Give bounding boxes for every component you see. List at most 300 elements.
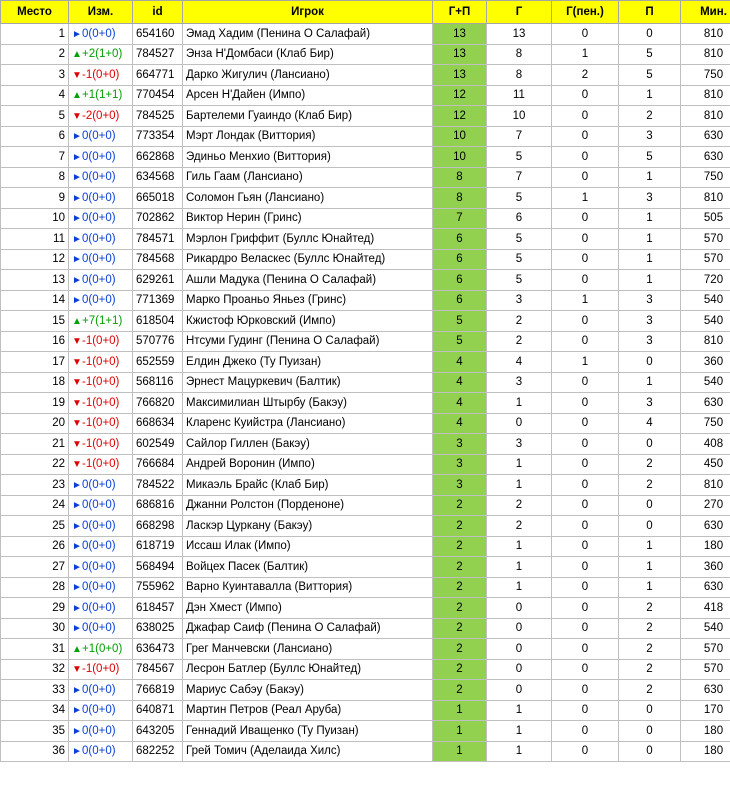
goals-cell[interactable]: 1	[487, 393, 552, 414]
header-change[interactable]: Изм.	[69, 1, 133, 24]
place-cell[interactable]: 22	[1, 454, 69, 475]
change-cell[interactable]	[69, 557, 133, 578]
change-cell[interactable]	[69, 393, 133, 414]
penalty-goals-cell[interactable]: 0	[552, 577, 619, 598]
change-cell[interactable]	[69, 598, 133, 619]
goals-plus-assists-cell[interactable]: 6	[433, 290, 487, 311]
goals-plus-assists-cell[interactable]: 2	[433, 495, 487, 516]
player-cell[interactable]: Кжистоф Юрковский (Импо)	[183, 311, 433, 332]
header-assists[interactable]: П	[619, 1, 681, 24]
player-cell[interactable]: Дарко Жигулич (Лансиано)	[183, 65, 433, 86]
penalty-goals-cell[interactable]: 0	[552, 721, 619, 742]
goals-cell[interactable]: 0	[487, 639, 552, 660]
id-cell[interactable]: 652559	[133, 352, 183, 373]
goals-cell[interactable]: 5	[487, 270, 552, 291]
place-cell[interactable]: 27	[1, 557, 69, 578]
assists-cell[interactable]: 2	[619, 639, 681, 660]
change-cell[interactable]	[69, 290, 133, 311]
player-cell[interactable]: Мариус Сабэу (Бакэу)	[183, 680, 433, 701]
assists-cell[interactable]: 0	[619, 721, 681, 742]
penalty-goals-cell[interactable]: 0	[552, 680, 619, 701]
minutes-cell[interactable]: 408	[681, 434, 730, 455]
minutes-cell[interactable]: 540	[681, 372, 730, 393]
goals-cell[interactable]: 5	[487, 188, 552, 209]
assists-cell[interactable]: 5	[619, 147, 681, 168]
player-cell[interactable]: Кларенс Куийстра (Лансиано)	[183, 413, 433, 434]
goals-plus-assists-cell[interactable]: 7	[433, 208, 487, 229]
player-cell[interactable]: Арсен Н'Дайен (Импо)	[183, 85, 433, 106]
id-cell[interactable]: 618457	[133, 598, 183, 619]
player-cell[interactable]: Микаэль Брайс (Клаб Бир)	[183, 475, 433, 496]
minutes-cell[interactable]: 630	[681, 126, 730, 147]
penalty-goals-cell[interactable]: 0	[552, 229, 619, 250]
id-cell[interactable]: 638025	[133, 618, 183, 639]
change-cell[interactable]	[69, 331, 133, 352]
player-cell[interactable]: Ашли Мадука (Пенина О Салафай)	[183, 270, 433, 291]
penalty-goals-cell[interactable]: 0	[552, 557, 619, 578]
assists-cell[interactable]: 3	[619, 331, 681, 352]
id-cell[interactable]: 665018	[133, 188, 183, 209]
goals-plus-assists-cell[interactable]: 2	[433, 516, 487, 537]
penalty-goals-cell[interactable]: 0	[552, 639, 619, 660]
goals-cell[interactable]: 1	[487, 475, 552, 496]
goals-cell[interactable]: 8	[487, 65, 552, 86]
player-cell[interactable]: Мэрт Лондак (Виттория)	[183, 126, 433, 147]
goals-cell[interactable]: 2	[487, 495, 552, 516]
id-cell[interactable]: 784522	[133, 475, 183, 496]
change-cell[interactable]	[69, 24, 133, 45]
assists-cell[interactable]: 1	[619, 208, 681, 229]
penalty-goals-cell[interactable]: 1	[552, 188, 619, 209]
id-cell[interactable]: 784567	[133, 659, 183, 680]
id-cell[interactable]: 702862	[133, 208, 183, 229]
id-cell[interactable]: 618719	[133, 536, 183, 557]
goals-cell[interactable]: 1	[487, 536, 552, 557]
goals-plus-assists-cell[interactable]: 13	[433, 24, 487, 45]
place-cell[interactable]: 13	[1, 270, 69, 291]
place-cell[interactable]: 4	[1, 85, 69, 106]
id-cell[interactable]: 568494	[133, 557, 183, 578]
id-cell[interactable]: 682252	[133, 741, 183, 762]
change-cell[interactable]	[69, 44, 133, 65]
id-cell[interactable]: 662868	[133, 147, 183, 168]
header-id[interactable]: id	[133, 1, 183, 24]
id-cell[interactable]: 668634	[133, 413, 183, 434]
id-cell[interactable]: 686816	[133, 495, 183, 516]
player-cell[interactable]: Лесрон Батлер (Буллс Юнайтед)	[183, 659, 433, 680]
id-cell[interactable]: 634568	[133, 167, 183, 188]
assists-cell[interactable]: 3	[619, 188, 681, 209]
goals-plus-assists-cell[interactable]: 2	[433, 618, 487, 639]
change-cell[interactable]	[69, 126, 133, 147]
place-cell[interactable]: 29	[1, 598, 69, 619]
player-cell[interactable]: Сайлор Гиллен (Бакэу)	[183, 434, 433, 455]
place-cell[interactable]: 18	[1, 372, 69, 393]
id-cell[interactable]: 766819	[133, 680, 183, 701]
assists-cell[interactable]: 2	[619, 618, 681, 639]
assists-cell[interactable]: 5	[619, 65, 681, 86]
goals-cell[interactable]: 5	[487, 229, 552, 250]
header-goals[interactable]: Г	[487, 1, 552, 24]
place-cell[interactable]: 7	[1, 147, 69, 168]
minutes-cell[interactable]: 418	[681, 598, 730, 619]
goals-plus-assists-cell[interactable]: 1	[433, 741, 487, 762]
id-cell[interactable]: 570776	[133, 331, 183, 352]
penalty-goals-cell[interactable]: 0	[552, 372, 619, 393]
id-cell[interactable]: 755962	[133, 577, 183, 598]
id-cell[interactable]: 636473	[133, 639, 183, 660]
goals-cell[interactable]: 7	[487, 167, 552, 188]
assists-cell[interactable]: 1	[619, 270, 681, 291]
place-cell[interactable]: 36	[1, 741, 69, 762]
place-cell[interactable]: 2	[1, 44, 69, 65]
assists-cell[interactable]: 3	[619, 311, 681, 332]
goals-plus-assists-cell[interactable]: 10	[433, 126, 487, 147]
player-cell[interactable]: Энза Н'Домбаси (Клаб Бир)	[183, 44, 433, 65]
assists-cell[interactable]: 1	[619, 167, 681, 188]
goals-plus-assists-cell[interactable]: 13	[433, 44, 487, 65]
place-cell[interactable]: 14	[1, 290, 69, 311]
change-cell[interactable]	[69, 208, 133, 229]
player-cell[interactable]: Мартин Петров (Реал Аруба)	[183, 700, 433, 721]
penalty-goals-cell[interactable]: 0	[552, 249, 619, 270]
assists-cell[interactable]: 0	[619, 352, 681, 373]
goals-plus-assists-cell[interactable]: 10	[433, 147, 487, 168]
place-cell[interactable]: 1	[1, 24, 69, 45]
minutes-cell[interactable]: 450	[681, 454, 730, 475]
minutes-cell[interactable]: 570	[681, 249, 730, 270]
minutes-cell[interactable]: 570	[681, 639, 730, 660]
goals-cell[interactable]: 2	[487, 311, 552, 332]
id-cell[interactable]: 784527	[133, 44, 183, 65]
assists-cell[interactable]: 0	[619, 24, 681, 45]
goals-cell[interactable]: 8	[487, 44, 552, 65]
player-cell[interactable]: Нтсуми Гудинг (Пенина О Салафай)	[183, 331, 433, 352]
minutes-cell[interactable]: 270	[681, 495, 730, 516]
id-cell[interactable]: 784571	[133, 229, 183, 250]
change-cell[interactable]	[69, 413, 133, 434]
penalty-goals-cell[interactable]: 0	[552, 393, 619, 414]
place-cell[interactable]: 15	[1, 311, 69, 332]
goals-plus-assists-cell[interactable]: 3	[433, 434, 487, 455]
penalty-goals-cell[interactable]: 0	[552, 24, 619, 45]
minutes-cell[interactable]: 360	[681, 352, 730, 373]
goals-cell[interactable]: 6	[487, 208, 552, 229]
goals-plus-assists-cell[interactable]: 4	[433, 393, 487, 414]
header-penalty-goals[interactable]: Г(пен.)	[552, 1, 619, 24]
goals-plus-assists-cell[interactable]: 12	[433, 85, 487, 106]
change-cell[interactable]	[69, 167, 133, 188]
assists-cell[interactable]: 0	[619, 495, 681, 516]
minutes-cell[interactable]: 630	[681, 147, 730, 168]
penalty-goals-cell[interactable]: 0	[552, 126, 619, 147]
goals-plus-assists-cell[interactable]: 2	[433, 557, 487, 578]
goals-plus-assists-cell[interactable]: 2	[433, 536, 487, 557]
assists-cell[interactable]: 1	[619, 372, 681, 393]
change-cell[interactable]	[69, 270, 133, 291]
change-cell[interactable]	[69, 680, 133, 701]
penalty-goals-cell[interactable]: 1	[552, 290, 619, 311]
player-cell[interactable]: Елдин Джеко (Ту Пуизан)	[183, 352, 433, 373]
assists-cell[interactable]: 1	[619, 557, 681, 578]
penalty-goals-cell[interactable]: 0	[552, 208, 619, 229]
goals-cell[interactable]: 0	[487, 659, 552, 680]
player-cell[interactable]: Эдиньо Менхио (Виттория)	[183, 147, 433, 168]
minutes-cell[interactable]: 505	[681, 208, 730, 229]
assists-cell[interactable]: 2	[619, 659, 681, 680]
penalty-goals-cell[interactable]: 0	[552, 618, 619, 639]
player-cell[interactable]: Войцех Пасек (Балтик)	[183, 557, 433, 578]
assists-cell[interactable]: 0	[619, 516, 681, 537]
place-cell[interactable]: 17	[1, 352, 69, 373]
goals-plus-assists-cell[interactable]: 3	[433, 475, 487, 496]
player-cell[interactable]: Иссаш Илак (Импо)	[183, 536, 433, 557]
goals-plus-assists-cell[interactable]: 2	[433, 659, 487, 680]
change-cell[interactable]	[69, 372, 133, 393]
goals-cell[interactable]: 1	[487, 454, 552, 475]
penalty-goals-cell[interactable]: 0	[552, 516, 619, 537]
player-cell[interactable]: Марко Проаньо Яньез (Гринс)	[183, 290, 433, 311]
place-cell[interactable]: 25	[1, 516, 69, 537]
assists-cell[interactable]: 3	[619, 393, 681, 414]
goals-cell[interactable]: 3	[487, 290, 552, 311]
minutes-cell[interactable]: 630	[681, 577, 730, 598]
minutes-cell[interactable]: 810	[681, 85, 730, 106]
goals-cell[interactable]: 0	[487, 413, 552, 434]
change-cell[interactable]	[69, 577, 133, 598]
assists-cell[interactable]: 2	[619, 598, 681, 619]
place-cell[interactable]: 6	[1, 126, 69, 147]
assists-cell[interactable]: 5	[619, 44, 681, 65]
assists-cell[interactable]: 1	[619, 577, 681, 598]
minutes-cell[interactable]: 810	[681, 106, 730, 127]
penalty-goals-cell[interactable]: 0	[552, 167, 619, 188]
place-cell[interactable]: 23	[1, 475, 69, 496]
id-cell[interactable]: 784568	[133, 249, 183, 270]
player-cell[interactable]: Максимилиан Штырбу (Бакэу)	[183, 393, 433, 414]
id-cell[interactable]: 602549	[133, 434, 183, 455]
header-goals-plus-assists[interactable]: Г+П	[433, 1, 487, 24]
goals-plus-assists-cell[interactable]: 6	[433, 229, 487, 250]
goals-cell[interactable]: 1	[487, 721, 552, 742]
goals-cell[interactable]: 5	[487, 249, 552, 270]
penalty-goals-cell[interactable]: 0	[552, 536, 619, 557]
place-cell[interactable]: 11	[1, 229, 69, 250]
assists-cell[interactable]: 1	[619, 229, 681, 250]
goals-plus-assists-cell[interactable]: 2	[433, 639, 487, 660]
penalty-goals-cell[interactable]: 0	[552, 106, 619, 127]
id-cell[interactable]: 773354	[133, 126, 183, 147]
penalty-goals-cell[interactable]: 0	[552, 598, 619, 619]
goals-cell[interactable]: 2	[487, 331, 552, 352]
penalty-goals-cell[interactable]: 0	[552, 434, 619, 455]
id-cell[interactable]: 568116	[133, 372, 183, 393]
header-place[interactable]: Место	[1, 1, 69, 24]
id-cell[interactable]: 629261	[133, 270, 183, 291]
place-cell[interactable]: 33	[1, 680, 69, 701]
penalty-goals-cell[interactable]: 0	[552, 147, 619, 168]
minutes-cell[interactable]: 750	[681, 65, 730, 86]
change-cell[interactable]	[69, 85, 133, 106]
goals-cell[interactable]: 3	[487, 434, 552, 455]
place-cell[interactable]: 9	[1, 188, 69, 209]
player-cell[interactable]: Андрей Воронин (Импо)	[183, 454, 433, 475]
minutes-cell[interactable]: 810	[681, 24, 730, 45]
goals-plus-assists-cell[interactable]: 2	[433, 680, 487, 701]
goals-plus-assists-cell[interactable]: 5	[433, 331, 487, 352]
penalty-goals-cell[interactable]: 0	[552, 270, 619, 291]
player-cell[interactable]: Эрнест Мацуркевич (Балтик)	[183, 372, 433, 393]
player-cell[interactable]: Джанни Ролстон (Порденоне)	[183, 495, 433, 516]
id-cell[interactable]: 766684	[133, 454, 183, 475]
penalty-goals-cell[interactable]: 0	[552, 413, 619, 434]
goals-plus-assists-cell[interactable]: 2	[433, 577, 487, 598]
goals-cell[interactable]: 5	[487, 147, 552, 168]
place-cell[interactable]: 10	[1, 208, 69, 229]
id-cell[interactable]: 784525	[133, 106, 183, 127]
id-cell[interactable]: 766820	[133, 393, 183, 414]
minutes-cell[interactable]: 540	[681, 311, 730, 332]
player-cell[interactable]: Мэрлон Гриффит (Буллс Юнайтед)	[183, 229, 433, 250]
minutes-cell[interactable]: 170	[681, 700, 730, 721]
penalty-goals-cell[interactable]: 0	[552, 85, 619, 106]
goals-plus-assists-cell[interactable]: 8	[433, 188, 487, 209]
place-cell[interactable]: 8	[1, 167, 69, 188]
goals-plus-assists-cell[interactable]: 12	[433, 106, 487, 127]
id-cell[interactable]: 654160	[133, 24, 183, 45]
minutes-cell[interactable]: 810	[681, 331, 730, 352]
id-cell[interactable]: 618504	[133, 311, 183, 332]
goals-plus-assists-cell[interactable]: 3	[433, 454, 487, 475]
goals-cell[interactable]: 0	[487, 598, 552, 619]
penalty-goals-cell[interactable]: 1	[552, 44, 619, 65]
penalty-goals-cell[interactable]: 0	[552, 311, 619, 332]
goals-plus-assists-cell[interactable]: 4	[433, 372, 487, 393]
change-cell[interactable]	[69, 618, 133, 639]
penalty-goals-cell[interactable]: 1	[552, 352, 619, 373]
change-cell[interactable]	[69, 639, 133, 660]
penalty-goals-cell[interactable]: 0	[552, 741, 619, 762]
change-cell[interactable]	[69, 721, 133, 742]
player-cell[interactable]: Геннадий Иващенко (Ту Пуизан)	[183, 721, 433, 742]
penalty-goals-cell[interactable]: 0	[552, 495, 619, 516]
change-cell[interactable]	[69, 188, 133, 209]
goals-cell[interactable]: 13	[487, 24, 552, 45]
goals-cell[interactable]: 3	[487, 372, 552, 393]
change-cell[interactable]	[69, 741, 133, 762]
goals-plus-assists-cell[interactable]: 8	[433, 167, 487, 188]
penalty-goals-cell[interactable]: 0	[552, 700, 619, 721]
place-cell[interactable]: 21	[1, 434, 69, 455]
change-cell[interactable]	[69, 65, 133, 86]
minutes-cell[interactable]: 810	[681, 44, 730, 65]
minutes-cell[interactable]: 750	[681, 413, 730, 434]
change-cell[interactable]	[69, 229, 133, 250]
player-cell[interactable]: Соломон Гьян (Лансиано)	[183, 188, 433, 209]
player-cell[interactable]: Грег Манчевски (Лансиано)	[183, 639, 433, 660]
penalty-goals-cell[interactable]: 0	[552, 454, 619, 475]
header-player[interactable]: Игрок	[183, 1, 433, 24]
place-cell[interactable]: 5	[1, 106, 69, 127]
assists-cell[interactable]: 3	[619, 290, 681, 311]
change-cell[interactable]	[69, 311, 133, 332]
minutes-cell[interactable]: 750	[681, 167, 730, 188]
assists-cell[interactable]: 0	[619, 434, 681, 455]
change-cell[interactable]	[69, 106, 133, 127]
id-cell[interactable]: 770454	[133, 85, 183, 106]
minutes-cell[interactable]: 180	[681, 721, 730, 742]
goals-plus-assists-cell[interactable]: 4	[433, 413, 487, 434]
change-cell[interactable]	[69, 700, 133, 721]
player-cell[interactable]: Варно Куинтавалла (Виттория)	[183, 577, 433, 598]
goals-plus-assists-cell[interactable]: 5	[433, 311, 487, 332]
assists-cell[interactable]: 1	[619, 536, 681, 557]
player-cell[interactable]: Ласкэр Цуркану (Бакэу)	[183, 516, 433, 537]
goals-cell[interactable]: 4	[487, 352, 552, 373]
header-minutes[interactable]: Мин.	[681, 1, 730, 24]
player-cell[interactable]: Джафар Саиф (Пенина О Салафай)	[183, 618, 433, 639]
minutes-cell[interactable]: 720	[681, 270, 730, 291]
minutes-cell[interactable]: 810	[681, 475, 730, 496]
player-cell[interactable]: Рикардро Веласкес (Буллс Юнайтед)	[183, 249, 433, 270]
assists-cell[interactable]: 0	[619, 700, 681, 721]
assists-cell[interactable]: 2	[619, 475, 681, 496]
minutes-cell[interactable]: 360	[681, 557, 730, 578]
assists-cell[interactable]: 2	[619, 454, 681, 475]
goals-cell[interactable]: 1	[487, 557, 552, 578]
player-cell[interactable]: Виктор Нерин (Гринс)	[183, 208, 433, 229]
change-cell[interactable]	[69, 434, 133, 455]
change-cell[interactable]	[69, 475, 133, 496]
player-cell[interactable]: Гиль Гаам (Лансиано)	[183, 167, 433, 188]
goals-cell[interactable]: 1	[487, 741, 552, 762]
place-cell[interactable]: 35	[1, 721, 69, 742]
minutes-cell[interactable]: 630	[681, 393, 730, 414]
goals-plus-assists-cell[interactable]: 6	[433, 270, 487, 291]
goals-plus-assists-cell[interactable]: 13	[433, 65, 487, 86]
minutes-cell[interactable]: 180	[681, 741, 730, 762]
minutes-cell[interactable]: 570	[681, 659, 730, 680]
goals-plus-assists-cell[interactable]: 2	[433, 598, 487, 619]
place-cell[interactable]: 28	[1, 577, 69, 598]
penalty-goals-cell[interactable]: 0	[552, 659, 619, 680]
minutes-cell[interactable]: 810	[681, 188, 730, 209]
goals-plus-assists-cell[interactable]: 6	[433, 249, 487, 270]
change-cell[interactable]	[69, 659, 133, 680]
change-cell[interactable]	[69, 495, 133, 516]
goals-plus-assists-cell[interactable]: 1	[433, 700, 487, 721]
goals-plus-assists-cell[interactable]: 4	[433, 352, 487, 373]
goals-cell[interactable]: 1	[487, 700, 552, 721]
change-cell[interactable]	[69, 454, 133, 475]
goals-plus-assists-cell[interactable]: 1	[433, 721, 487, 742]
place-cell[interactable]: 20	[1, 413, 69, 434]
assists-cell[interactable]: 2	[619, 680, 681, 701]
minutes-cell[interactable]: 570	[681, 229, 730, 250]
assists-cell[interactable]: 4	[619, 413, 681, 434]
minutes-cell[interactable]: 630	[681, 680, 730, 701]
place-cell[interactable]: 12	[1, 249, 69, 270]
place-cell[interactable]: 30	[1, 618, 69, 639]
change-cell[interactable]	[69, 516, 133, 537]
assists-cell[interactable]: 2	[619, 106, 681, 127]
player-cell[interactable]: Эмад Хадим (Пенина О Салафай)	[183, 24, 433, 45]
minutes-cell[interactable]: 630	[681, 516, 730, 537]
minutes-cell[interactable]: 540	[681, 290, 730, 311]
goals-cell[interactable]: 10	[487, 106, 552, 127]
place-cell[interactable]: 32	[1, 659, 69, 680]
id-cell[interactable]: 664771	[133, 65, 183, 86]
